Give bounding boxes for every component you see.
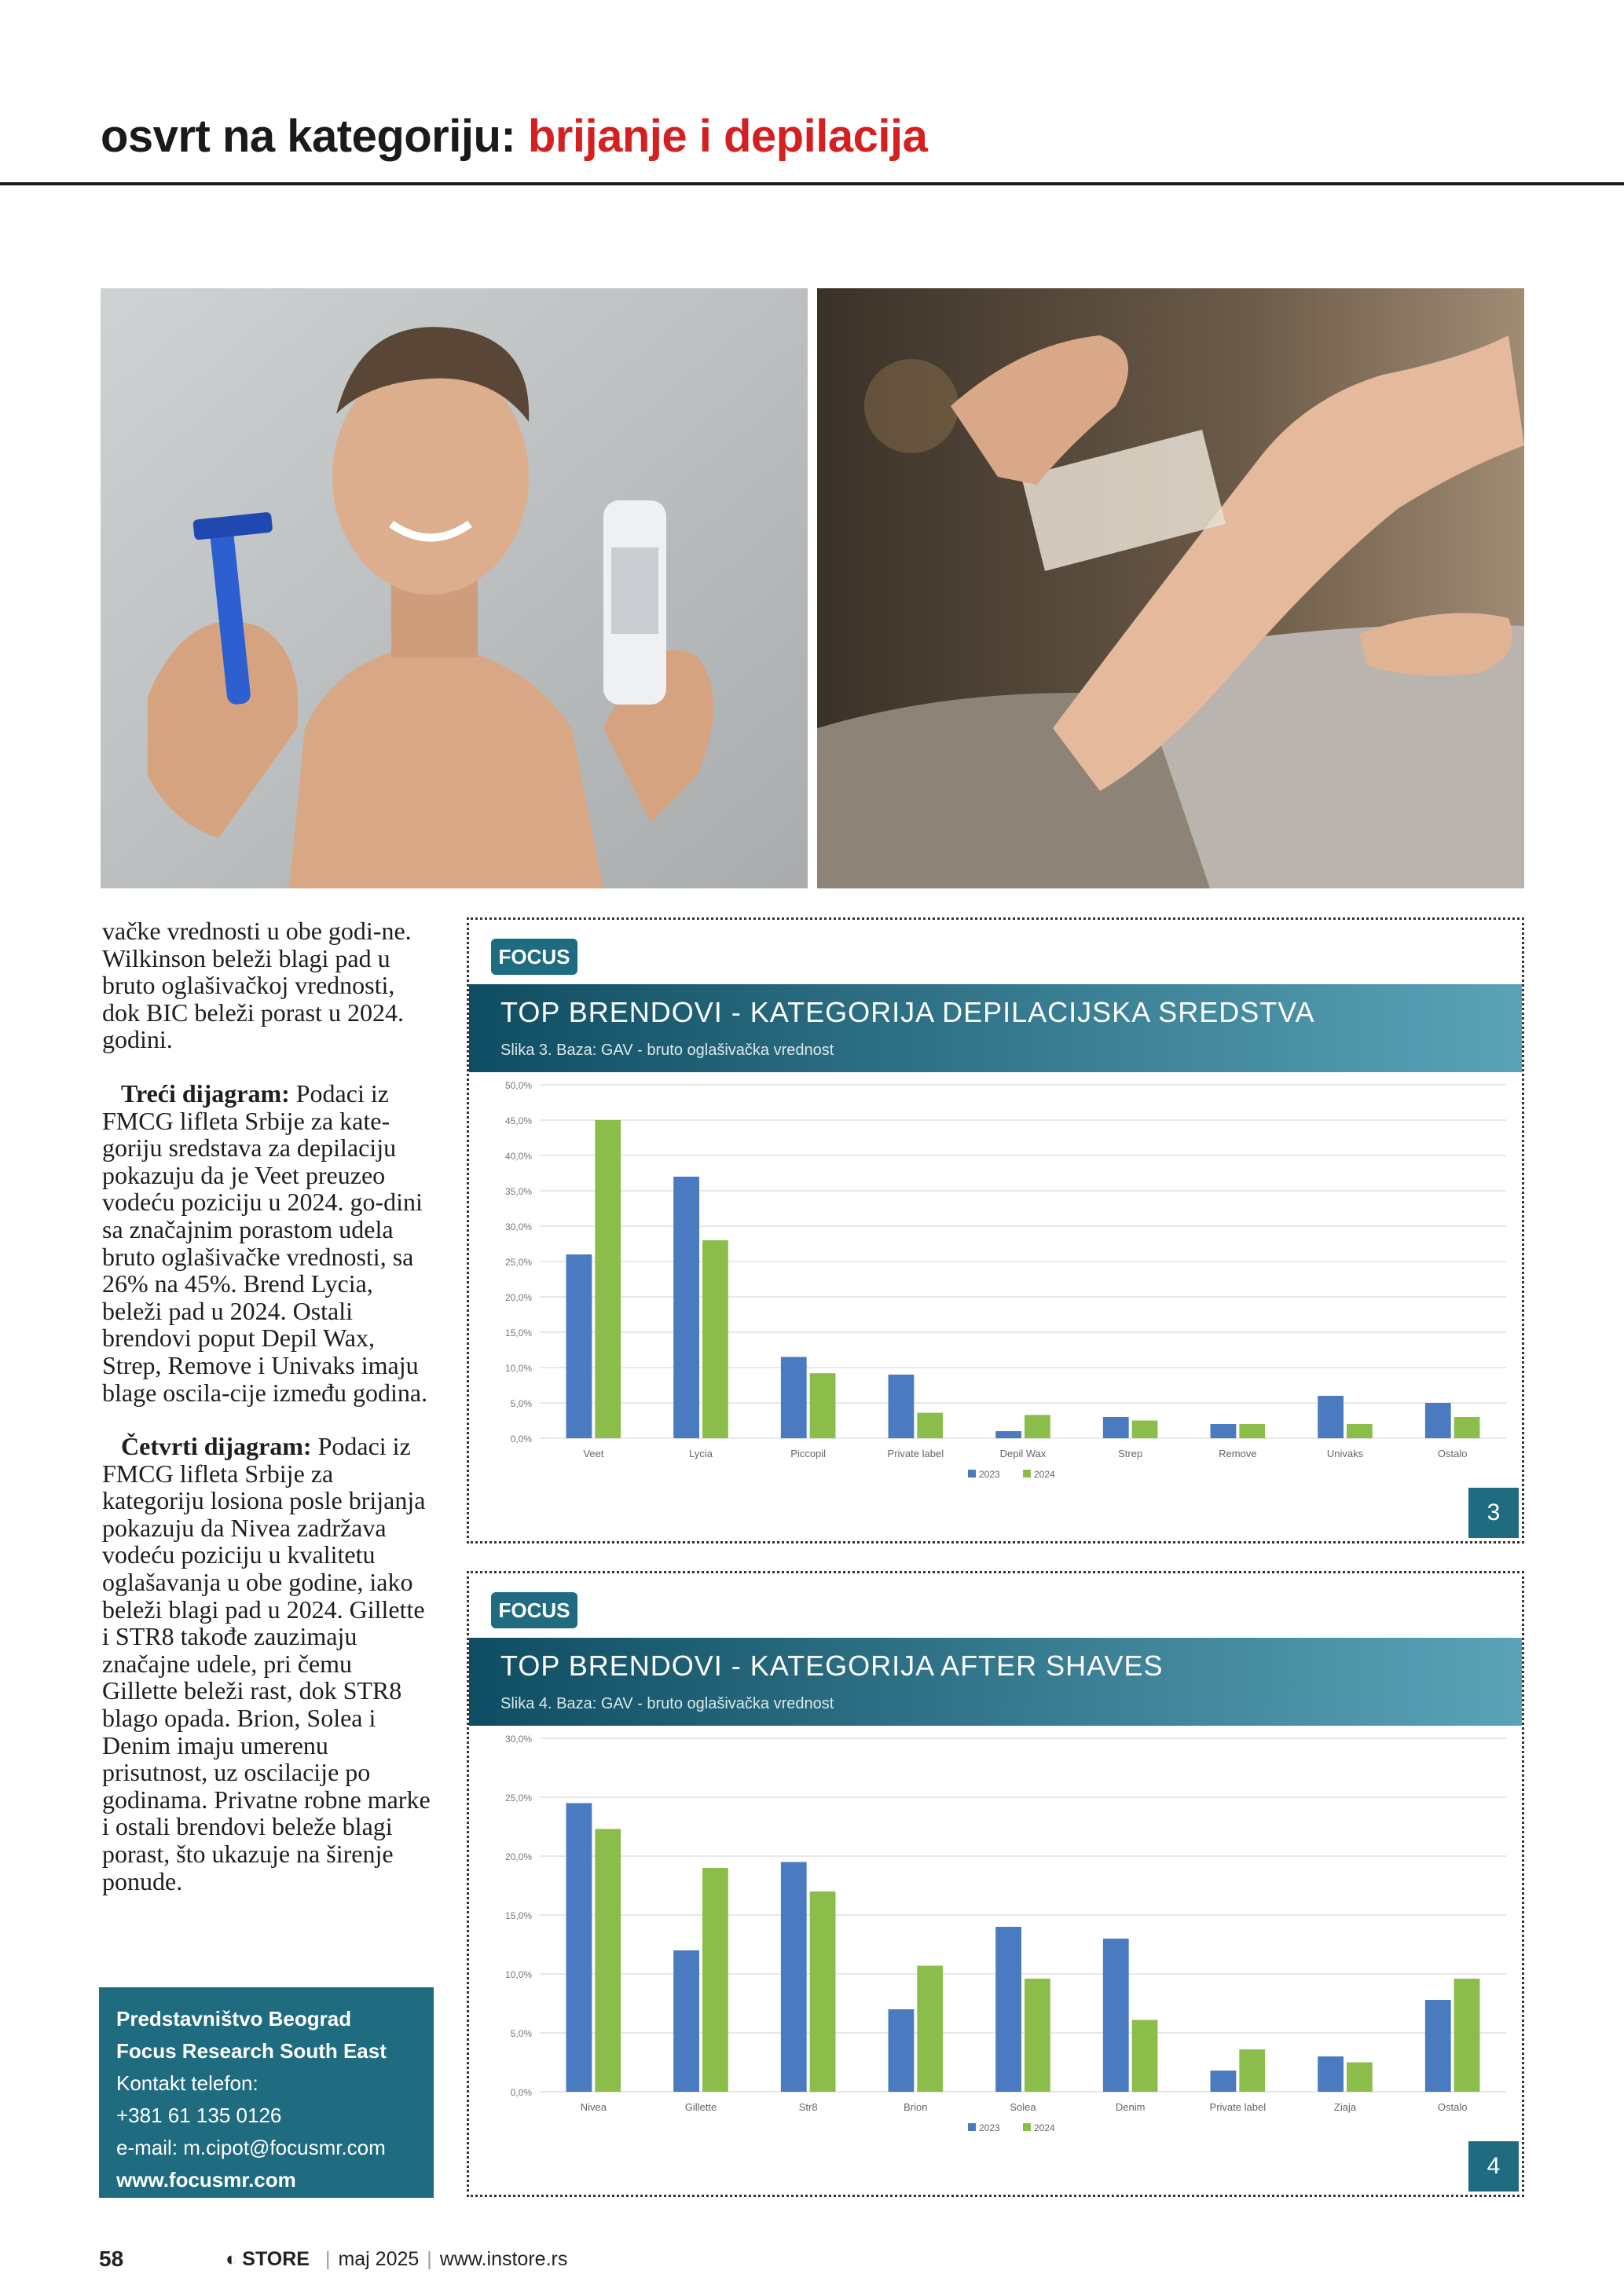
x-tick-label: Lycia: [689, 1448, 713, 1459]
title-topic: brijanje i depilacija: [527, 111, 928, 162]
y-tick-label: 25,0%: [504, 1257, 532, 1268]
bar-2023: [1425, 2000, 1451, 2092]
y-tick-label: 15,0%: [504, 1910, 532, 1921]
chart-subtitle: Slika 3. Baza: GAV - bruto oglašivačka vrednost: [500, 1042, 834, 1059]
footer-separator-1: |: [324, 2247, 331, 2270]
x-tick-label: Depil Wax: [999, 1448, 1047, 1459]
article-text: [102, 917, 432, 1921]
contact-company: Focus Research South East: [116, 2039, 387, 2063]
y-tick-label: 10,0%: [504, 1363, 532, 1374]
focus-logo-icon: [491, 939, 577, 975]
page-title: [101, 110, 927, 163]
bar-2023: [1103, 1417, 1129, 1438]
y-tick-label: 20,0%: [504, 1851, 532, 1862]
x-tick-label: Piccopil: [790, 1448, 827, 1459]
x-tick-label: Veet: [583, 1448, 604, 1459]
x-tick-label: Private label: [887, 1448, 944, 1459]
legend-label: 2023: [979, 2122, 1000, 2133]
bar-2024: [1132, 2020, 1158, 2093]
figure-number-4: 4: [1468, 2141, 1519, 2192]
website-link[interactable]: www.instore.rs: [439, 2247, 568, 2270]
paragraph-2-lead: Treći dijagram:: [121, 1078, 290, 1108]
y-tick-label: 30,0%: [504, 1734, 532, 1745]
bar-2024: [1025, 1415, 1050, 1438]
focus-logo-icon: [491, 1592, 577, 1628]
x-tick-label: Private label: [1209, 2101, 1267, 2113]
x-tick-label: Remove: [1219, 1448, 1257, 1459]
photo-leg-waxing: [817, 288, 1524, 888]
bar-2024: [1132, 1421, 1158, 1439]
contact-website[interactable]: www.focusmr.com: [116, 2168, 296, 2192]
footer-separator-2: |: [427, 2247, 432, 2270]
bar-2024: [1347, 1424, 1373, 1438]
x-tick-label: Ostalo: [1437, 2101, 1468, 2113]
bar-2024: [1347, 2063, 1373, 2093]
magazine-name: STORE: [242, 2247, 310, 2270]
bar-2023: [673, 1950, 699, 2092]
bar-2023: [1211, 1424, 1237, 1438]
issue-date: maj 2025: [338, 2247, 420, 2270]
bar-2023: [889, 1375, 915, 1438]
bar-2023: [1425, 1403, 1451, 1438]
x-tick-label: Gillette: [684, 2101, 717, 2113]
paragraph-1: vačke vrednosti u obe godi-ne. Wilkinson beleži blagi pad u bruto oglašivačkoj vrednosti, dok BIC beleži porast u 2024. godini.: [102, 917, 412, 1054]
title-prefix: osvrt na kategoriju:: [101, 111, 516, 162]
x-tick-label: Denim: [1115, 2101, 1146, 2113]
y-tick-label: 0,0%: [510, 2087, 532, 2098]
x-tick-label: Univaks: [1326, 1448, 1364, 1459]
bar-2023: [995, 1431, 1021, 1438]
bar-2023: [673, 1177, 699, 1438]
y-tick-label: 20,0%: [504, 1292, 532, 1303]
chart-box-3: [467, 917, 1524, 1543]
header-rule: [0, 182, 1624, 185]
y-tick-label: 30,0%: [504, 1221, 532, 1232]
bar-2024: [702, 1240, 728, 1438]
y-tick-label: 10,0%: [504, 1969, 532, 1980]
y-tick-label: 15,0%: [504, 1327, 532, 1338]
legend-label: 2023: [979, 1469, 1000, 1480]
bar-2023: [566, 1803, 592, 2093]
bar-2024: [917, 1966, 943, 2093]
y-tick-label: 5,0%: [510, 1398, 532, 1409]
chart-title: TOP BRENDOVI - KATEGORIJA AFTER SHAVES: [500, 1650, 1164, 1682]
x-tick-label: Ziaja: [1333, 2101, 1357, 2113]
y-tick-label: 0,0%: [510, 1434, 532, 1445]
x-tick-label: Ostalo: [1437, 1448, 1468, 1459]
store-logo-icon: ◐: [225, 2247, 238, 2270]
page-number: 58: [99, 2247, 124, 2271]
y-tick-label: 5,0%: [510, 2028, 532, 2039]
contact-phone[interactable]: +381 61 135 0126: [116, 2104, 282, 2127]
bar-2024: [702, 1868, 728, 2092]
bar-2024: [917, 1413, 943, 1438]
contact-phone-label: Kontakt telefon:: [116, 2071, 258, 2095]
x-tick-label: Nivea: [580, 2101, 607, 2113]
bar-2023: [1318, 2056, 1344, 2092]
y-tick-label: 40,0%: [504, 1151, 532, 1162]
figure-number-3: 3: [1468, 1488, 1519, 1538]
bar-2024: [810, 1373, 836, 1438]
chart-subtitle: Slika 4. Baza: GAV - bruto oglašivačka vrednost: [500, 1695, 834, 1712]
bar-2024: [810, 1891, 836, 2092]
contact-email[interactable]: e-mail: m.cipot@focusmr.com: [116, 2136, 386, 2159]
paragraph-2-text: Podaci iz FMCG lifleta Srbije za kate-goriju sredstava za depilaciju pokazuju da je Veet preuzeo vodeću poziciju u 2024. go-dini sa značajnim porastom udela bruto oglašivačke vrednosti, sa 26% na 45%. Brend Lycia, beleži pad u 2024. Ostali brendovi poput Depil Wax, Strep, Remove i Univaks imaju blage oscila-cije između godina.: [102, 1078, 428, 1407]
photo-man-razor: [101, 288, 808, 888]
chart-box-4: [467, 1571, 1524, 2197]
paragraph-3: [102, 1433, 432, 1895]
legend-label: 2024: [1034, 2122, 1055, 2133]
chart-depilacija: [469, 920, 1522, 1541]
x-tick-label: Solea: [1010, 2101, 1036, 2113]
bar-2023: [889, 2009, 915, 2092]
bar-2024: [595, 1829, 621, 2093]
legend-swatch: [1023, 2123, 1031, 2131]
bar-2024: [1025, 1979, 1050, 2092]
bar-2023: [1318, 1396, 1344, 1438]
chart-title: TOP BRENDOVI - KATEGORIJA DEPILACIJSKA SREDSTVA: [500, 996, 1315, 1028]
x-tick-label: Strep: [1118, 1448, 1143, 1459]
paragraph-3-text: Podaci iz FMCG lifleta Srbije za kategoriju losiona posle brijanja pokazuju da Nivea zadržava vodeću poziciju u kvalitetu oglašavanja u obe godine, iako beleži blagi pad u 2024. Gillette i STR8 takođe zauzimaju značajne udele, pri čemu Gillette beleži rast, dok STR8 blago opada. Brion, Solea i Denim imaju umerenu prisutnost, uz oscilacije po godinama. Privatne robne marke i ostali brendovi beleže blagi porast, što ukazuje na širenje ponude.: [102, 1432, 431, 1895]
legend-swatch: [968, 2123, 976, 2131]
contact-office: Predstavništvo Beograd: [116, 2007, 352, 2031]
legend-label: 2024: [1034, 1469, 1055, 1480]
bar-2024: [1454, 1979, 1480, 2092]
bar-2024: [1454, 1417, 1480, 1438]
x-tick-label: Brion: [904, 2101, 928, 2113]
legend-swatch: [1023, 1470, 1031, 1478]
y-tick-label: 50,0%: [504, 1080, 532, 1091]
contact-box: [99, 1987, 434, 2198]
bar-2024: [1239, 1424, 1265, 1438]
bar-2024: [1239, 2049, 1265, 2092]
bar-2023: [566, 1254, 592, 1438]
bar-2023: [781, 1862, 807, 2093]
paragraph-3-lead: Četvrti dijagram:: [121, 1432, 312, 1461]
x-tick-label: Str8: [798, 2101, 818, 2113]
y-tick-label: 35,0%: [504, 1186, 532, 1197]
bar-2023: [995, 1927, 1021, 2092]
y-tick-label: 45,0%: [504, 1115, 532, 1126]
y-tick-label: 25,0%: [504, 1792, 532, 1803]
focus-logo-text: FOCUS: [498, 1598, 570, 1622]
legend-swatch: [968, 1470, 976, 1478]
page-footer: [99, 2247, 567, 2272]
bar-2023: [781, 1357, 807, 1439]
focus-logo-text: FOCUS: [498, 945, 570, 969]
bar-2023: [1103, 1939, 1129, 2092]
bar-2024: [595, 1120, 621, 1438]
paragraph-2: [102, 1080, 432, 1406]
bar-2023: [1211, 2071, 1237, 2092]
chart-after-shaves: [469, 1573, 1522, 2195]
